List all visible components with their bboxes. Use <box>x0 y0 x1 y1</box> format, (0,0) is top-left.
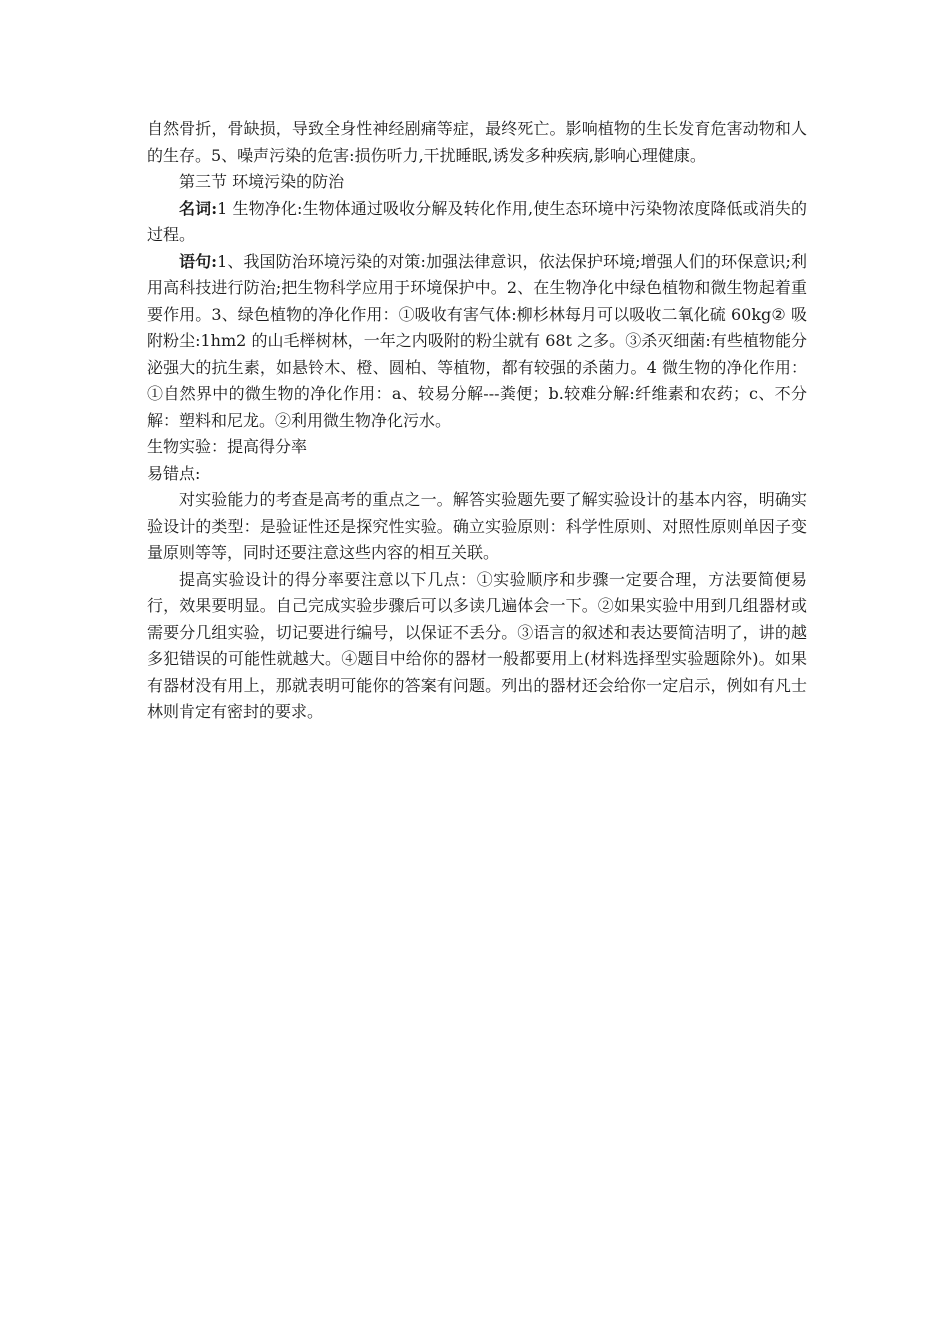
paragraph-experiment-tips: 提高实验设计的得分率要注意以下几点：①实验顺序和步骤一定要合理，方法要简便易行，效果要明显。自己完成实验步骤后可以多读几遍体会一下。②如果实验中用到几组器材或需要分几组实验，切记要进行编号，以保证不丢分。③语言的叙述和表达要简洁明了，讲的越多犯错误的可能性就越大。④题目中给你的器材一般都要用上(材料选择型实验题除外)。如果有器材没有用上，那就表明可能你的答案有问题。列出的器材还会给你一定启示，例如有凡士林则肯定有密封的要求。 <box>147 569 807 721</box>
sentence-label: 语句: <box>179 251 218 271</box>
term-label: 名词: <box>179 198 218 218</box>
document-page <box>147 116 807 726</box>
experiment-title: 生物实验：提高得分率 <box>147 437 308 456</box>
paragraph-term <box>147 196 807 249</box>
paragraph-sentences <box>147 249 807 435</box>
sentence-text: 1、我国防治环境污染的对策:加强法律意识，依法保护环境;增强人们的环保意识;利用高科技进行防治;把生物科学应用于环境保护中。2、在生物净化中绿色植物和微生物起着重要作用。3、绿色植物的净化作用：①吸收有害气体:柳杉林每月可以吸收二氧化硫 60kg② 吸附粉尘:1hm2 的山毛榉树林，一年之内吸附的粉尘就有 68t 之多。③杀灭细菌:有些植物能分泌强大的抗生素，如悬铃木、橙、圆柏、等植物，都有较强的杀菌力。4 微生物的净化作用：①自然界中的微生物的净化作用：a、较易分解---粪便；b.较难分解:纤维素和农药；c、不分解：塑料和尼龙。②利用微生物净化污水。 <box>147 251 807 430</box>
paragraph-experiment-ability: 对实验能力的考查是高考的重点之一。解答实验题先要了解实验设计的基本内容，明确实验设计的类型：是验证性还是探究性实验。确立实验原则：科学性原则、对照性原则单因子变量原则等等，同时还要注意这些内容的相互关联。 <box>147 490 807 562</box>
error-points-title: 易错点: <box>147 463 201 483</box>
term-text: 1 生物净化:生物体通过吸收分解及转化作用,使生态环境中污染物浓度降低或消失的过程。 <box>147 198 807 244</box>
section-title: 第三节 环境污染的防治 <box>179 172 345 191</box>
paragraph-pollution-harm: 自然骨折，骨缺损，导致全身性神经剧痛等症，最终死亡。影响植物的生长发育危害动物和人的生存。5、噪声污染的危害:损伤听力,干扰睡眠,诱发多种疾病,影响心理健康。 <box>147 119 807 165</box>
